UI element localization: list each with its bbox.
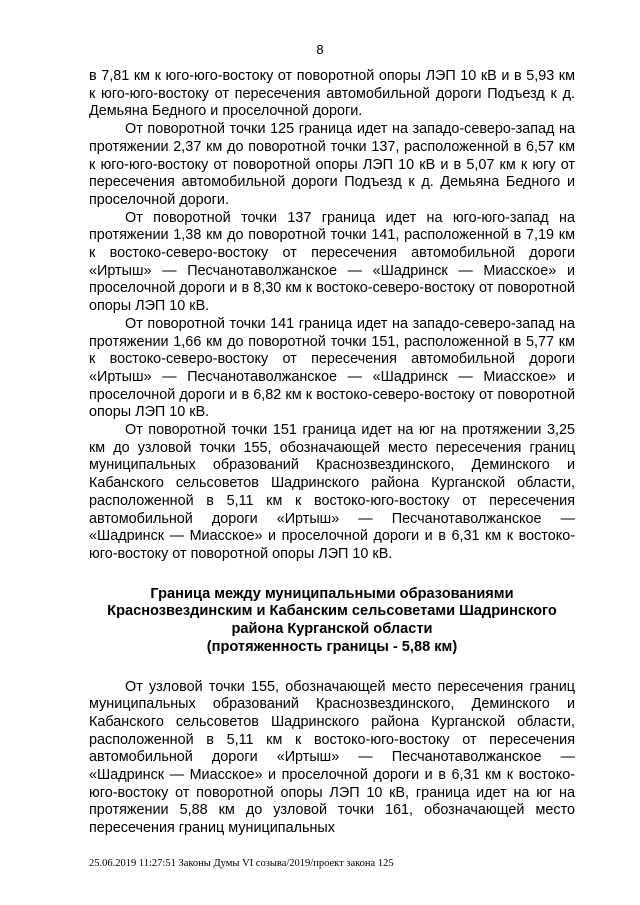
section-heading-line: района Курганской области [231,621,433,638]
document-footer: 25.06.2019 11:27:51 Законы Думы VI созыва/2019/проект закона 125 [89,858,394,869]
paragraph-point-151: От поворотной точки 151 граница идет на юг на протяжении 3,25 км до узловой точки 155, обозначающей место пересечения границ муниципальных образований Краснозвездинского, Деминского и Кабанского сельсоветов Шадринского района Курганской области, расположенной в 5,11 км к востоко-юго-востоку от пересечения автомобильной дороги «Иртыш» — Песчанотаволжанское — «Шадринск — Миасское» и проселочной дороги и в 6,31 км к востоко-юго-востоку от поворотной опоры ЛЭП 10 кВ. [89,422,575,562]
section-heading-line: Краснозвездинским и Кабанским сельсоветами Шадринского [107,603,557,620]
section-heading-line: Граница между муниципальными образованиями [150,585,514,602]
paragraph-point-137: От поворотной точки 137 граница идет на юго-юго-запад на протяжении 1,38 км до поворотной точки 141, расположенной в 7,19 км к востоко-северо-востоку от пересечения автомобильной дороги «Иртыш» — Песчанотаволжанское — «Шадринск — Миасское» и проселочной дороги и в 8,30 км к востоко-северо-востоку от поворотной опоры ЛЭП 10 кВ. [89,209,575,315]
document-body [89,68,575,838]
page-number: 8 [316,42,324,57]
section-heading [89,586,575,657]
paragraph-point-155: От узловой точки 155, обозначающей место пересечения границ муниципальных образований Краснозвездинского, Деминского и Кабанского сельсоветов Шадринского района Курганской области, расположенной в 5,11 км к востоко-юго-востоку от пересечения автомобильной дороги «Иртыш» — Песчанотаволжанское — «Шадринск — Миасское» и проселочной дороги и в 6,31 км к востоко-юго-востоку от поворотной опоры ЛЭП 10 кВ, граница идет на юг на протяжении 5,88 км до узловой точки 161, обозначающей место пересечения границ муниципальных [89,678,575,837]
section-heading-length: (протяженность границы - 5,88 км) [206,638,458,655]
paragraph-point-125: От поворотной точки 125 граница идет на западо-северо-запад на протяжении 2,37 км до поворотной точки 137, расположенной в 6,57 км к юго-юго-востоку от поворотной опоры ЛЭП 10 кВ и в 5,07 км к югу от пересечения автомобильной дороги Подъезд к д. Демьяна Бедного и проселочной дороги. [89,121,575,208]
paragraph-point-141: От поворотной точки 141 граница идет на западо-северо-запад на протяжении 1,66 км до поворотной точки 151, расположенной в 5,77 км к востоко-северо-востоку от пересечения автомобильной дороги «Иртыш» — Песчанотаволжанское — «Шадринск — Миасское» и проселочной дороги и в 6,82 км к востоко-северо-востоку от поворотной опоры ЛЭП 10 кВ. [89,315,575,421]
paragraph-continuation: в 7,81 км к юго-юго-востоку от поворотной опоры ЛЭП 10 кВ и в 5,93 км к юго-юго-востоку от пересечения автомобильной дороги Подъезд к д. Демьяна Бедного и проселочной дороги. [89,68,575,120]
